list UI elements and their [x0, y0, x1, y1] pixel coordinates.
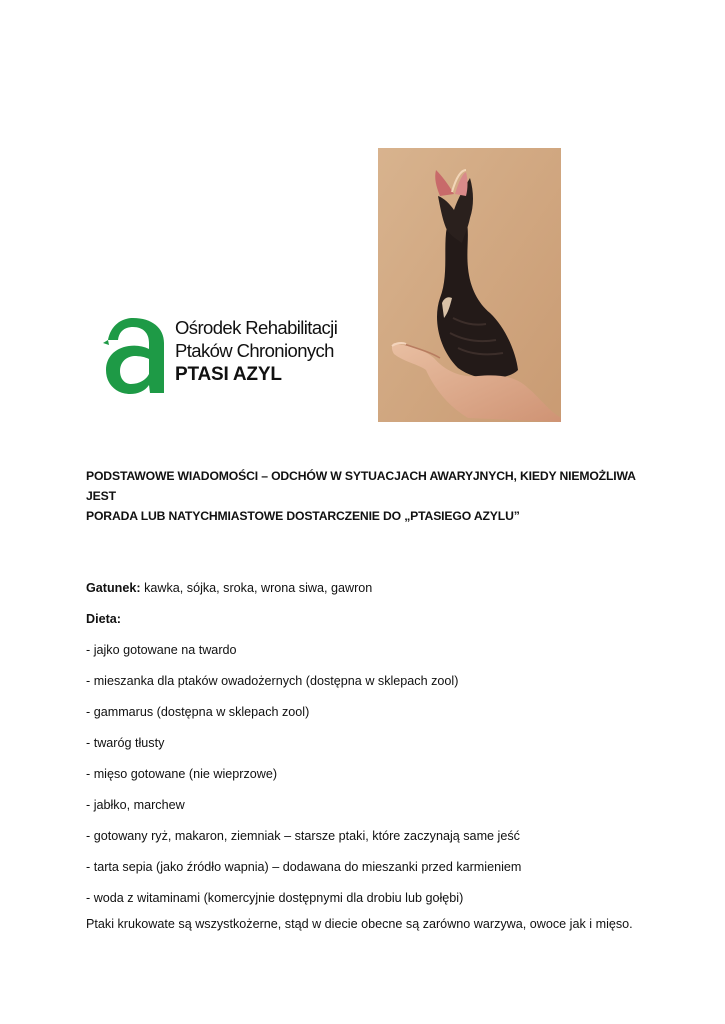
diet-item: - mięso gotowane (nie wieprzowe) — [86, 767, 278, 781]
document-body — [86, 578, 666, 934]
diet-item: - tarta sepia (jako źródło wapnia) – dodawana do mieszanki przed karmieniem — [86, 860, 522, 874]
logo-line-2: Ptaków Chronionych — [175, 340, 334, 361]
diet-item: - woda z witaminami (komercyjnie dostępnymi dla drobiu lub gołębi) — [86, 891, 464, 905]
logo-line-1: Ośrodek Rehabilitacji — [175, 317, 338, 338]
diet-item: - gotowany ryż, makaron, ziemniak – starsze ptaki, które zaczynają same jeść — [86, 829, 520, 843]
closing-paragraph: Ptaki krukowate są wszystkożerne, stąd w diecie obecne są zarówno warzywa, owoce jak i mięso. — [86, 917, 633, 931]
diet-label: Dieta: — [86, 612, 121, 626]
diet-item: - jabłko, marchew — [86, 798, 185, 812]
species-value: kawka, sójka, sroka, wrona siwa, gawron — [140, 581, 373, 595]
diet-item: - jajko gotowane na twardo — [86, 643, 237, 657]
diet-item: - mieszanka dla ptaków owadożernych (dostępna w sklepach zool) — [86, 674, 459, 688]
diet-item: - gammarus (dostępna w sklepach zool) — [86, 705, 310, 719]
headline-line-1: PODSTAWOWE WIADOMOŚCI – ODCHÓW W SYTUACJACH AWARYJNYCH, KIEDY NIEMOŻLIWA JEST — [86, 469, 636, 503]
diet-heading — [86, 609, 666, 640]
organization-logo — [103, 316, 338, 398]
fledgling-photo — [378, 148, 561, 422]
diet-item: - twaróg tłusty — [86, 736, 165, 750]
bird-in-hand-image — [378, 148, 561, 422]
document-headline — [86, 466, 656, 526]
logo-line-3: PTASI AZYL — [175, 364, 282, 385]
species-paragraph — [86, 578, 666, 609]
letter-a-logo-icon — [103, 316, 167, 396]
headline-line-2: PORADA LUB NATYCHMIASTOWE DOSTARCZENIE DO „PTASIEGO AZYLU” — [86, 509, 520, 523]
logo-text — [175, 319, 337, 388]
species-label: Gatunek: — [86, 581, 141, 595]
